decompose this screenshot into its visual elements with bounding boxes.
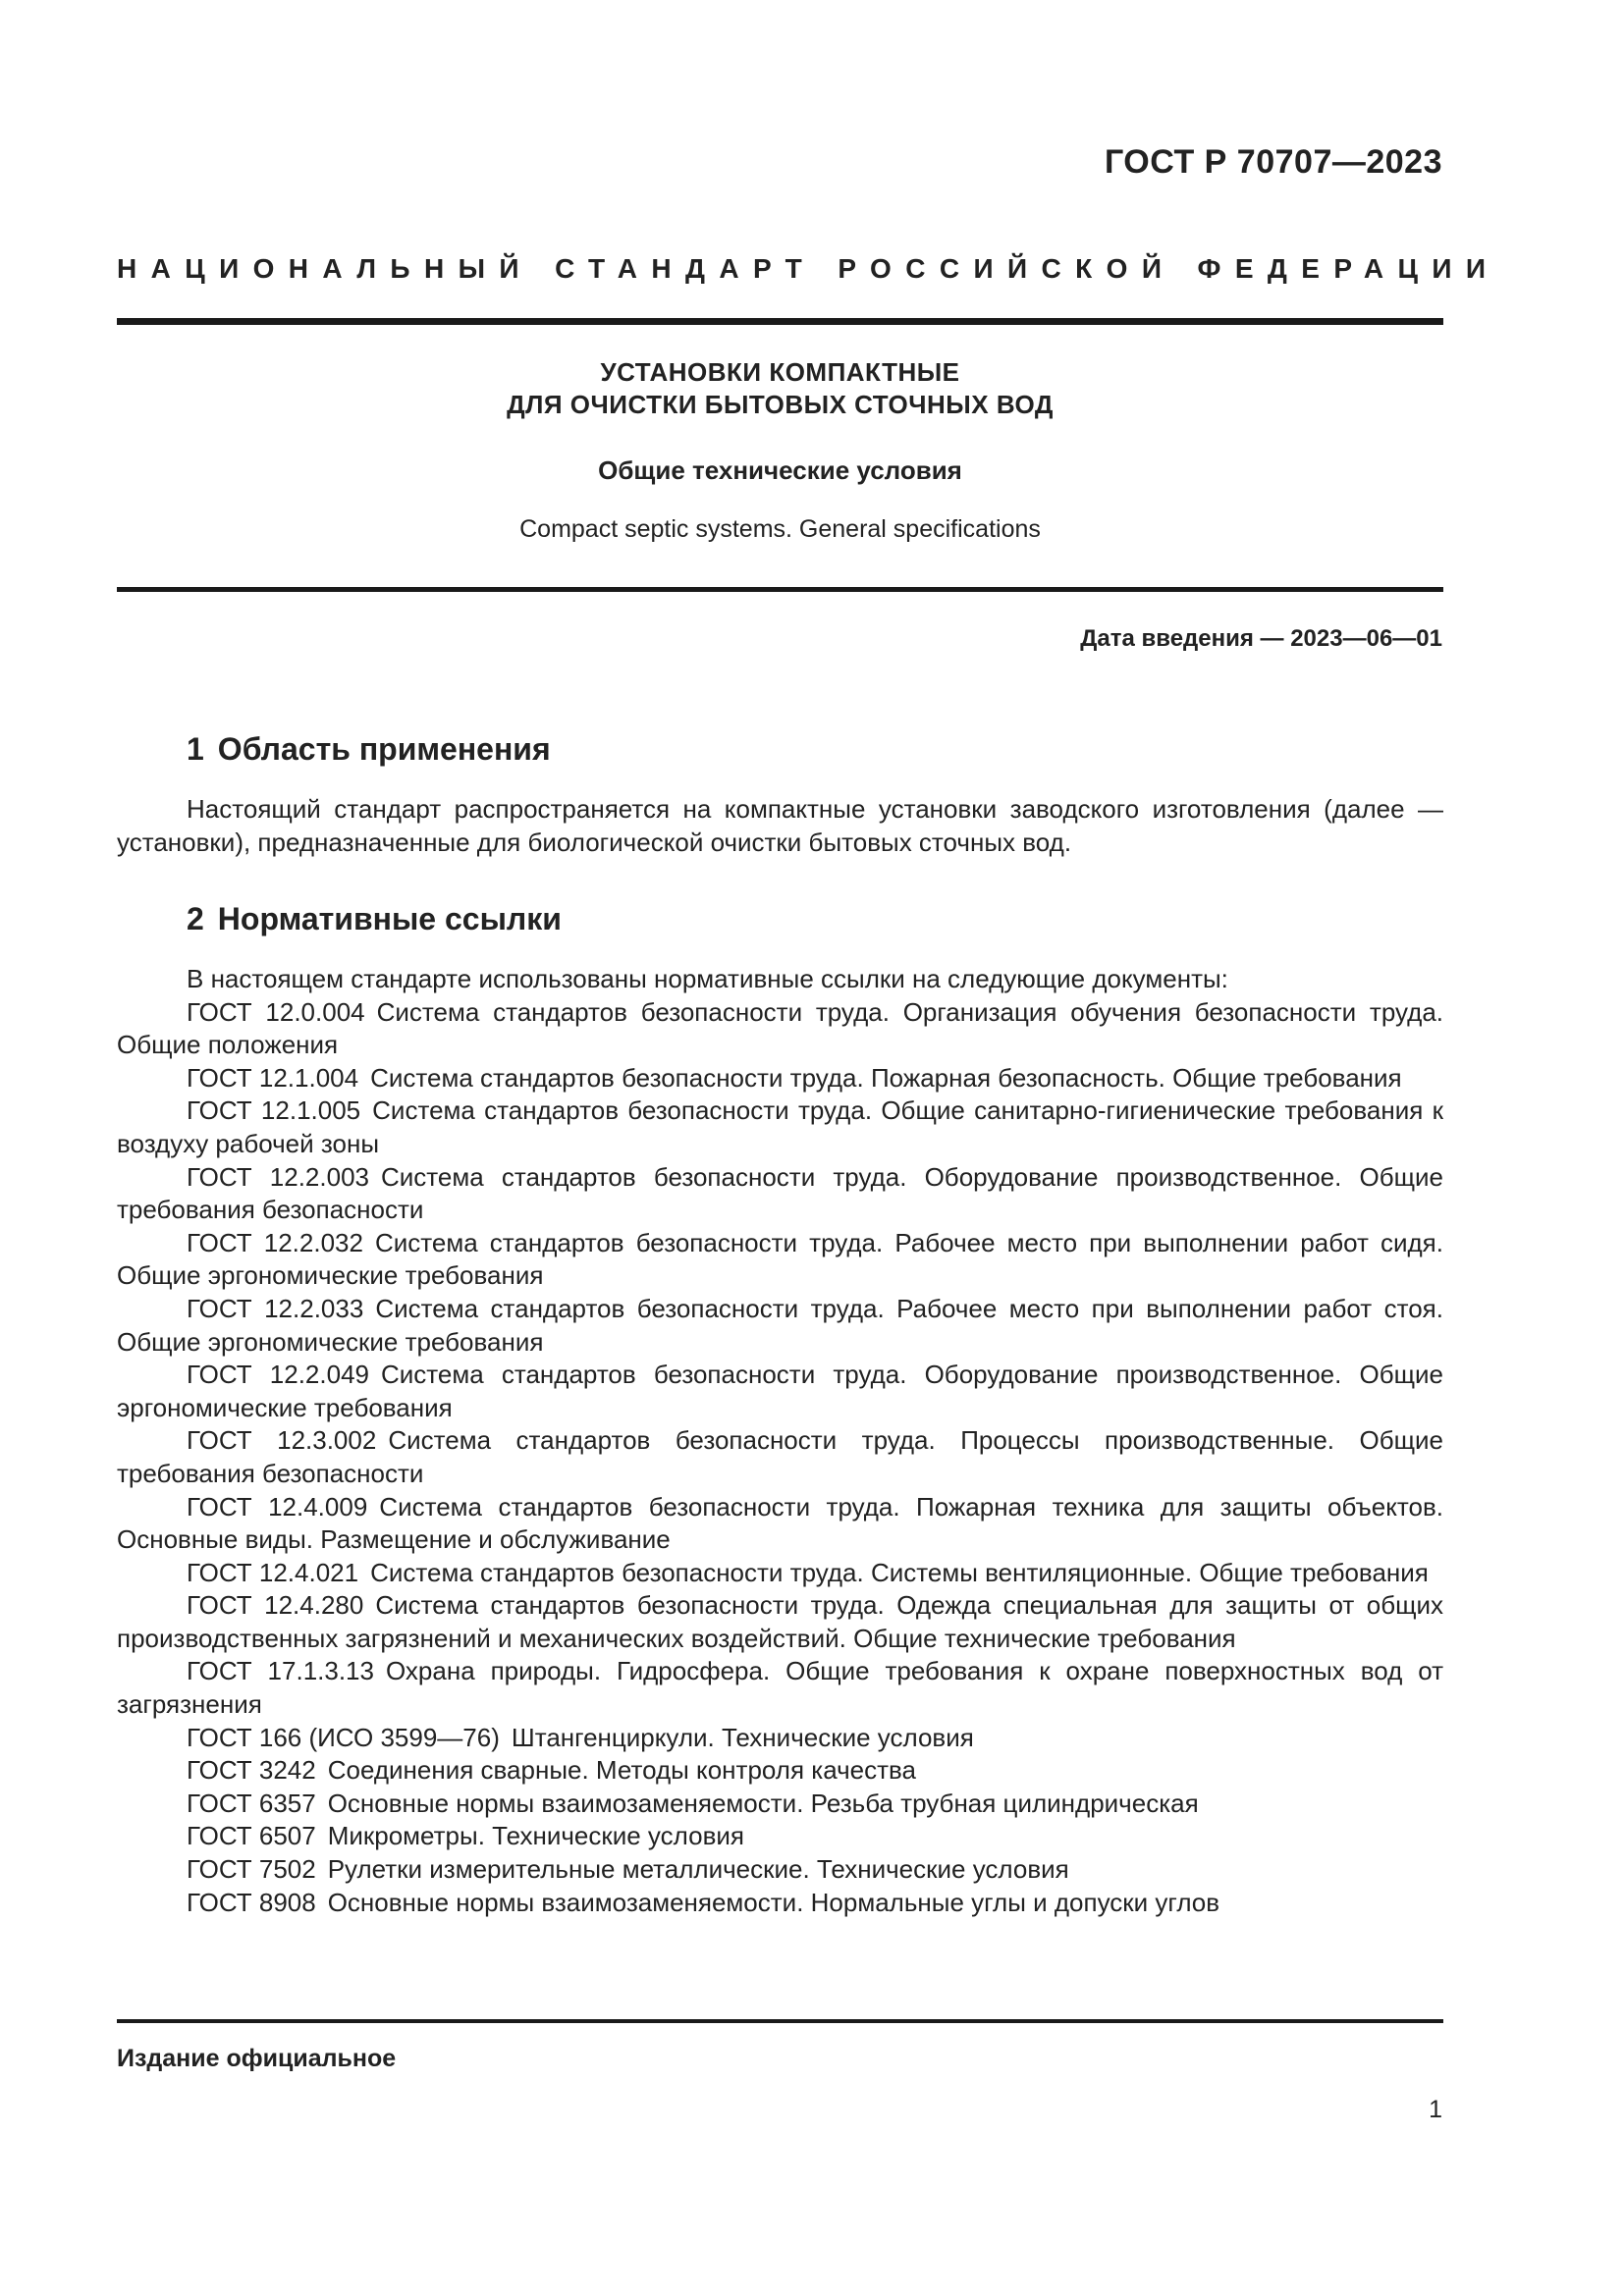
section-1-number: 1 (187, 731, 204, 767)
title-bottom-rule (117, 587, 1443, 592)
section-1-title: Область применения (217, 731, 551, 767)
title-line-2: ДЛЯ ОЧИСТКИ БЫТОВЫХ СТОЧНЫХ ВОД (507, 390, 1054, 419)
section-1-heading (187, 731, 551, 768)
reference-code: ГОСТ 12.4.021 (187, 1557, 359, 1587)
reference-text: Микрометры. Технические условия (327, 1821, 744, 1851)
reference-code: ГОСТ 12.3.002 (187, 1425, 377, 1456)
reference-item (117, 1491, 1443, 1557)
official-edition-label: Издание официальное (117, 2045, 397, 2072)
reference-item (117, 1820, 1443, 1853)
section-2-heading (187, 901, 562, 937)
reference-item (117, 1788, 1443, 1821)
reference-item (117, 1424, 1443, 1490)
reference-item (117, 1293, 1443, 1359)
reference-item (117, 1853, 1443, 1887)
document-subtitle: Общие технические условия (598, 455, 962, 485)
references-intro: В настоящем стандарте использованы нормативные ссылки на следующие документы: (187, 964, 1228, 993)
reference-code: ГОСТ 12.0.004 (187, 996, 365, 1027)
reference-code: ГОСТ 12.2.033 (187, 1293, 364, 1323)
reference-code: ГОСТ 6507 (187, 1821, 316, 1851)
reference-text: Система стандартов безопасности труда. Организация обучения безопасности труда. Общие положения (117, 996, 1443, 1060)
normative-references (117, 963, 1443, 1919)
reference-item (117, 1062, 1443, 1095)
reference-text: Рулетки измерительные металлические. Технические условия (327, 1854, 1069, 1885)
reference-text: Штангенциркули. Технические условия (511, 1722, 974, 1752)
reference-code: ГОСТ 7502 (187, 1854, 316, 1885)
reference-code: ГОСТ 166 (ИСО 3599—76) (187, 1722, 500, 1752)
reference-text: Система стандартов безопасности труда. Системы вентиляционные. Общие требования (370, 1557, 1429, 1587)
reference-code: ГОСТ 12.1.005 (187, 1095, 361, 1126)
reference-code: ГОСТ 12.2.003 (187, 1161, 369, 1192)
reference-text: Система стандартов безопасности труда. Пожарная техника для защиты объектов. Основные виды. Размещение и обслуживание (117, 1491, 1443, 1555)
reference-text: Система стандартов безопасности труда. Рабочее место при выполнении работ сидя. Общие эргономические требования (117, 1227, 1443, 1291)
reference-text: Система стандартов безопасности труда. Рабочее место при выполнении работ стоя. Общие эргономические требования (117, 1293, 1443, 1357)
footer-rule (117, 2019, 1443, 2023)
reference-item (117, 1227, 1443, 1293)
reference-item (117, 1359, 1443, 1424)
reference-code: ГОСТ 12.4.280 (187, 1590, 364, 1621)
reference-text: Охрана природы. Гидросфера. Общие требования к охране поверхностных вод от загрязнения (117, 1656, 1443, 1720)
reference-item (117, 1655, 1443, 1721)
section-1-text: Настоящий стандарт распространяется на компактные установки заводского изготовления (далее — установки), предназначенные для биологической очистки бытовых сточных вод. (117, 794, 1443, 857)
reference-code: ГОСТ 6357 (187, 1788, 316, 1818)
reference-text: Основные нормы взаимозаменяемости. Нормальные углы и допуски углов (327, 1887, 1220, 1917)
reference-text: Система стандартов безопасности труда. Одежда специальная для защиты от общих производственных загрязнений и механических воздействий. Общие технические требования (117, 1590, 1443, 1653)
reference-text: Система стандартов безопасности труда. Пожарная безопасность. Общие требования (370, 1062, 1402, 1093)
reference-code: ГОСТ 8908 (187, 1887, 316, 1917)
reference-code: ГОСТ 12.2.049 (187, 1360, 369, 1390)
section-2-number: 2 (187, 901, 204, 936)
effective-date: Дата введения — 2023—06—01 (1080, 625, 1442, 652)
reference-item (117, 996, 1443, 1062)
document-number: ГОСТ Р 70707—2023 (1104, 143, 1442, 181)
reference-item (117, 1557, 1443, 1590)
top-rule (117, 318, 1443, 325)
reference-text: Система стандартов безопасности труда. Оборудование производственное. Общие требования безопасности (117, 1161, 1443, 1225)
reference-item (117, 1095, 1443, 1160)
national-standard-banner: НАЦИОНАЛЬНЫЙ СТАНДАРТ РОССИЙСКОЙ ФЕДЕРАЦИИ (117, 253, 1500, 284)
reference-item (117, 1161, 1443, 1227)
reference-text: Соединения сварные. Методы контроля качества (327, 1755, 916, 1786)
reference-code: ГОСТ 12.2.032 (187, 1227, 363, 1257)
reference-code: ГОСТ 3242 (187, 1755, 316, 1786)
reference-code: ГОСТ 17.1.3.13 (187, 1656, 374, 1686)
reference-text: Основные нормы взаимозаменяемости. Резьба трубная цилиндрическая (327, 1788, 1199, 1818)
reference-code: ГОСТ 12.1.004 (187, 1062, 359, 1093)
reference-item (117, 1722, 1443, 1755)
reference-item (117, 1887, 1443, 1920)
reference-item (117, 1589, 1443, 1655)
section-2-title: Нормативные ссылки (217, 901, 562, 936)
reference-text: Система стандартов безопасности труда. Оборудование производственное. Общие эргономические требования (117, 1360, 1443, 1422)
reference-item (117, 1754, 1443, 1788)
reference-code: ГОСТ 12.4.009 (187, 1491, 368, 1522)
title-line-1: УСТАНОВКИ КОМПАКТНЫЕ (600, 357, 960, 387)
reference-text: Система стандартов безопасности труда. Общие санитарно-гигиенические требования к воздуху рабочей зоны (117, 1095, 1443, 1158)
page-number: 1 (1429, 2096, 1442, 2123)
reference-text: Система стандартов безопасности труда. Процессы производственные. Общие требования безопасности (117, 1425, 1443, 1488)
english-title: Compact septic systems. General specifications (519, 515, 1041, 543)
